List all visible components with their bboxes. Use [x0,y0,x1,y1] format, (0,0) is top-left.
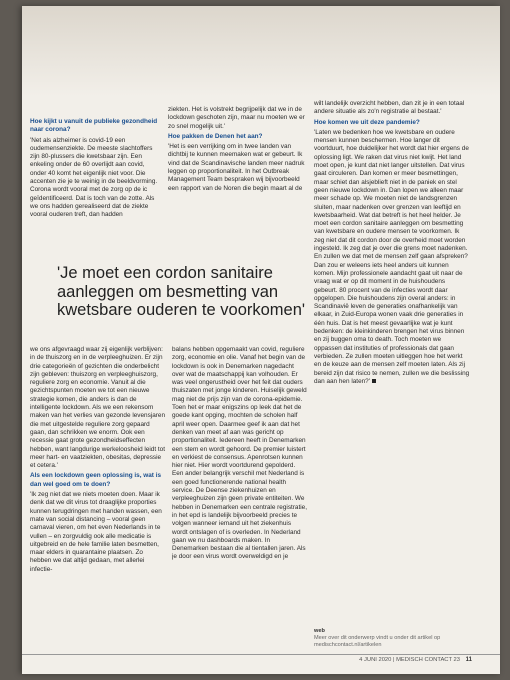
body-text: 'Laten we bedenken hoe we kwetsbare en oudere mensen kunnen beschermen. Hoe langer dit voortduurt, hoe duidelijker het wordt dat hier ergens de oplossing ligt. We raken dat virus niet kwijt. Het land moet open, je kunt dat niet langer uitstellen. Dat virus gaat circuleren. Dan komen er meer besmettingen, maar schiet dan alsjeblieft niet in de paniek en stel geen nieuwe lockdown in. Dan lopen we alleen maar meer schade op. We moeten niet de landsgrenzen sluiten, maar nadenken over grenzen van leeftijd en kwetsbaarheid. Wat dat betreft is het heel helder. Je moet een cordon sanitaire aanleggen om besmetting van kwetsbare en oudere mensen te voorkomen. Ik zeg niet dat dit cordon door de overheid moet worden ingesteld. Ik zeg dat je over die grens moet nadenken. En zullen we dat met de mensen zelf gaan afspreken? Dan zou er weleens iets heel anders uit kunnen komen. Mijn professionele aandacht gaat uit naar de vraag wat er op dit moment in de huishoudens gebeurt. 80 procent van de infecties wordt daar opgelopen. Die huishoudens zijn overal anders: in Scandinavië leven de generaties onafhankelijk van elkaar, in Zuid-Europa wonen vaak drie generaties in één huis. Dat is het meest gevaarlijke wat je kunt bedenken: de kleinkinderen brengen het virus binnen en zij buggen oma to death. Toch moeten we oppassen dat instituties of professionals dat gaan verbieden. Ze zullen moeten uitleggen hoe het werkt en de keuze aan de mensen zelf moeten laten. Als zij bereid zijn dat risico te nemen, zullen we die beslissing dan aan hen laten?' [314,128,470,385]
web-reference [314,628,484,649]
body-text: 'Net als alzheimer is covid-19 een oudemensenziekte. De meeste slachtoffers zijn 80-plussers die kwetsbaar zijn. Een enkeling onder de 60 overlijdt aan covid, onder 40 komt het eigenlijk niet voor. Die accenten zie je te weinig in de beeldvorming. Corona wordt vooral met de zorg op de ic geïdentificeerd. Dat is toch van de zotte. Als we ons hadden gerealiseerd dat de ziekte vooral ouderen treft, dan hadden [30,136,158,219]
pull-quote: 'Je moet een cordon sanitaire aanleggen om besmetting van kwetsbare ouderen te voorkomen' [57,264,306,319]
footer-rule [22,654,500,655]
column-right [314,100,470,520]
column-top-left [30,118,162,230]
footer-issue: 4 JUNI 2020 | MEDISCH CONTACT 23 [359,657,460,663]
column-bottom-left [30,346,166,654]
body-text: we ons afgevraagd waar zij eigenlijk verblijven: in de thuiszorg en in de verpleeghuizen. Er zijn drie categorieën of gezichten die onderbelicht zijn gebleven: thuiszorg en verpleeghuiszorg, reguliere zorg en economie. Vanuit al die gezichtspunten moeten we tot een nieuwe strategie komen, die anders is dan de intelligente lockdown. Als we een rekensom maken van het verlies van gezonde levensjaren die met uitgestelde reguliere zorg gepaard gaan, dan schrikken we enorm. Ook een recessie gaat grote gezondheidseffecten hebben, want langdurige werkeloosheid leidt tot meer hart- en vaatziekten, obesitas, depressie et cetera.' [30,346,166,470]
page-number: 11 [465,657,472,663]
body-text: balans hebben opgemaakt van covid, reguliere zorg, economie en olie. Vanaf het begin van de lockdown is ook in Denemarken nagedacht over wat de maatschappij kan volhouden. Er was veel ongerustheid over het feit dat ouders thuiszaten met jonge kinderen. Huiselijk geweld mag niet de prijs zijn van de corona-epidemie. Toen het er maar enigszins op leek dat het de goede kant opging, mochten de scholen half april weer open. Daarmee geef ik aan dat het denken van meet af aan was gericht op proportionaliteit. Iedereen heeft in Denemarken een stem en wordt gehoord. De premier luistert en verkiest de consensus. Apenrotsen kunnen hier niet. Hier wordt voortdurend gepolderd. Een ander belangrijk verschil met Nederland is een goed functionerende national health service. De Deense ziekenhuizen en verpleeghuizen zijn geen private entiteiten. We hebben in Denemarken een centrale registratie, in het epd is landelijk bijvoorbeeld precies te volgen wanneer iemand uit het ziekenhuis wordt ontslagen of is overleden. In Nederland gaan we nu dashboards maken. In Denemarken bestaan die al tientallen jaren. Als je door een virus wordt overweldigd en je [172,346,307,561]
heading-denen: Hoe pakken de Denen het aan? [168,132,263,140]
heading-public-health: Hoe kijkt u vanuit de publieke gezondheid naar corona? [30,118,158,134]
heading-oplossing: Als een lockdown geen oplossing is, wat is dan wel goed om te doen? [30,472,162,488]
body-text: wilt landelijk overzicht hebben, dan zit je in een totaal andere situatie als zo'n registratie al bestaat.' [314,100,465,116]
end-mark [372,379,376,383]
heading-pandemie: Hoe komen we uit deze pandemie? [314,118,420,126]
web-text: Meer over dit onderwerp vindt u onder dit artikel op medischcontact.nl/artikelen [314,635,441,648]
web-label: web [314,628,325,634]
body-text: ziekten. Het is volstrekt begrijpelijk dat we in de lockdown geschoten zijn, maar nu moeten we er zo snel mogelijk uit.' [168,106,305,130]
column-top-middle [168,106,306,230]
body-text: 'Het is een verrijking om in twee landen van dichtbij te kunnen meemaken wat er gebeurt. Ik vind dat de Scandinavische landen meer nadruk leggen op proportionaliteit. In het Outbreak Management Team bespraken wij bijvoorbeeld een rapport van de Noren die begin maart al de [168,143,305,192]
column-bottom-middle [172,346,308,652]
body-text: 'Ik zeg niet dat we niets moeten doen. Maar ik denk dat we dit virus tot draaglijke proporties kunnen terugdringen met handen wassen, een mate van social distancing – vooral geen carnaval vieren, om het even Nederlands in te vullen – en zorgvuldig ook alle medicatie is uitgebreid en de hele familie laten besmetten, maar elders in quarantaine plaatsen. Zo hebben we dat altijd gedaan, met allerlei infectie- [30,491,162,573]
magazine-page [22,6,500,674]
page-header-shade [22,6,500,96]
